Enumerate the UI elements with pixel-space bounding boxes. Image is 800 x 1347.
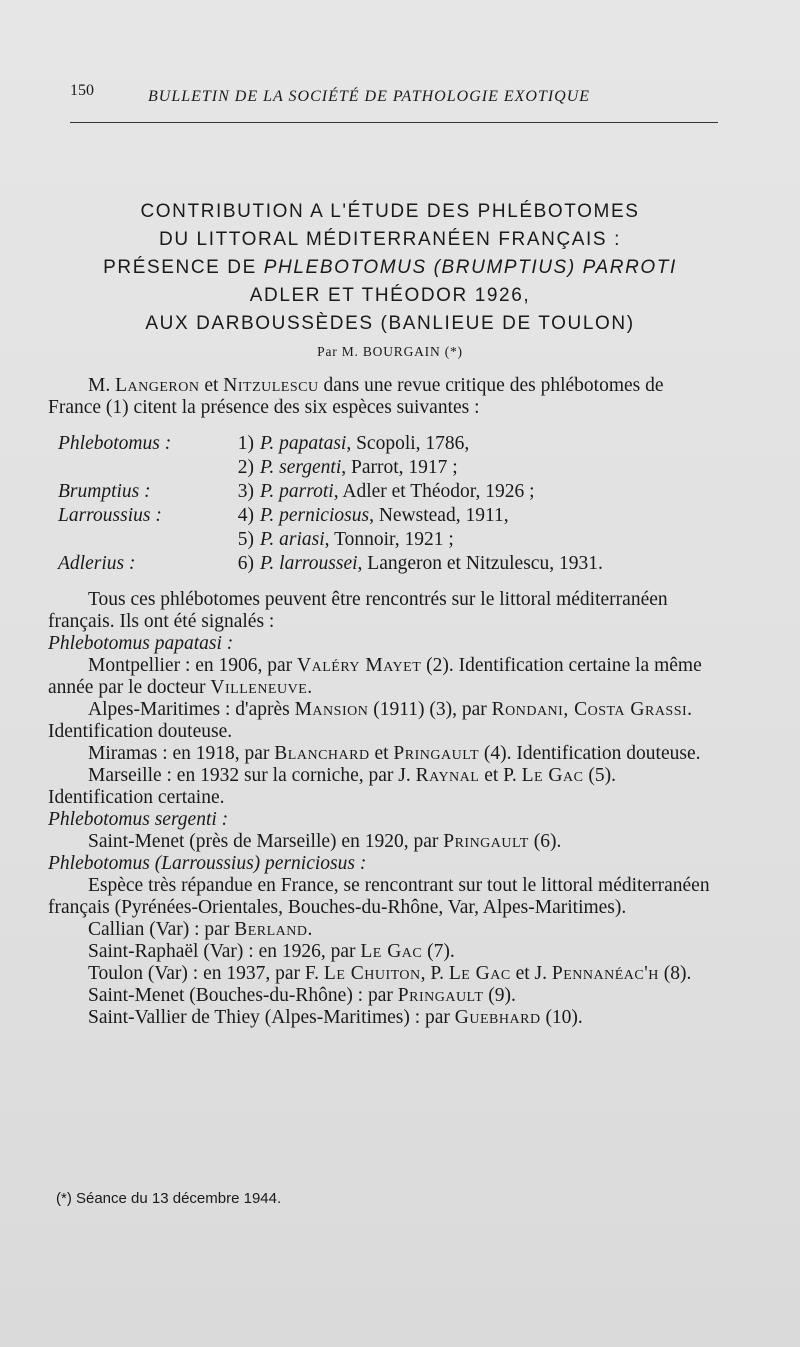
title-line-2: DU LITTORAL MÉDITERRANÉEN FRANÇAIS : <box>159 229 621 250</box>
text: (7). <box>422 941 455 962</box>
species-authority: , Newstead, 1911, <box>369 505 509 526</box>
text: . <box>307 677 313 698</box>
text: Saint-Raphaël (Var) : en 1926, par <box>88 941 361 962</box>
page-header <box>70 82 718 128</box>
text: Saint-Vallier de Thiey (Alpes-Maritimes) : par <box>88 1007 455 1028</box>
article-title <box>60 198 720 360</box>
title-line-4: ADLER ET THÉODOR 1926, <box>249 285 531 306</box>
author-name: Blanchard <box>274 743 370 764</box>
heading-perniciosus: Phlebotomus (Larroussius) perniciosus : <box>48 853 367 874</box>
text: , P. <box>420 963 449 984</box>
text: Miramas : en 1918, par <box>88 743 275 764</box>
author-name: Pringault <box>443 831 529 852</box>
text: . <box>307 919 313 940</box>
species-name: P. papatasi <box>260 433 347 454</box>
text: . Identification douteuse. <box>48 699 693 742</box>
author-name: Raynal <box>415 765 480 786</box>
species-row <box>48 505 713 529</box>
species-entry <box>260 481 535 503</box>
author-name: Mansion <box>294 699 369 720</box>
author-name: Le Gac <box>448 963 511 984</box>
species-name: P. sergenti <box>260 457 342 478</box>
author-name: Pringault <box>397 985 484 1006</box>
species-number: 2) <box>237 457 254 478</box>
species-number: 5) <box>237 529 254 550</box>
species-number: 3) <box>237 481 254 502</box>
author-name: Le Gac <box>360 941 423 962</box>
species-number: 1) <box>237 433 254 454</box>
record-saint-menet <box>48 831 713 853</box>
author-name: Valéry Mayet <box>297 655 422 676</box>
text: Alpes-Maritimes : d'après <box>88 699 295 720</box>
text: M. <box>88 375 116 396</box>
text: et P. <box>479 765 522 786</box>
species-list <box>48 433 713 577</box>
species-name: P. parroti <box>260 481 334 502</box>
species-genus: Phlebotomus : <box>58 433 172 454</box>
text: (8). <box>658 963 692 984</box>
species-genus: Brumptius : <box>58 481 151 502</box>
species-row <box>48 433 713 457</box>
heading-sergenti: Phlebotomus sergenti : <box>48 809 229 830</box>
title-line-3-prefix: PRÉSENCE DE <box>103 257 264 278</box>
paragraph-signaled: Tous ces phlébotomes peuvent être rencontrés sur le littoral méditerranéen français. Ils ont été signalés : <box>48 589 668 632</box>
author-name: Pennanéac'h <box>551 963 659 984</box>
text: dans une revue critique des phlébotomes de France (1) citent la présence des six espèces suivantes : <box>48 375 664 418</box>
species-name: P. larroussei <box>260 553 358 574</box>
species-row <box>48 457 713 481</box>
text: Toulon (Var) : en 1937, par F. <box>88 963 324 984</box>
text: Marseille : en 1932 sur la corniche, par J. <box>88 765 416 786</box>
species-entry <box>260 553 603 575</box>
author-name: Le Gac <box>521 765 584 786</box>
species-row <box>48 553 713 577</box>
species-entry <box>260 433 469 455</box>
species-row <box>48 481 713 505</box>
text: Montpellier : en 1906, par <box>88 655 298 676</box>
byline: Par M. BOURGAIN (*) <box>317 344 463 359</box>
title-species-name: PHLEBOTOMUS (BRUMPTIUS) PARROTI <box>263 257 677 278</box>
record-callian <box>48 919 713 941</box>
text: (2). Identification certaine la même année par le docteur <box>48 655 702 698</box>
species-authority: , Parrot, 1917 ; <box>341 457 458 478</box>
title-line-3 <box>60 254 720 282</box>
author-name: Villeneuve <box>210 677 308 698</box>
text: (10). <box>540 1007 583 1028</box>
author-name: Guebhard <box>454 1007 541 1028</box>
text: (6). <box>528 831 562 852</box>
text: (5). Identification certaine. <box>48 765 616 808</box>
header-rule <box>70 122 718 123</box>
species-number: 6) <box>237 553 254 574</box>
text: et J. <box>510 963 552 984</box>
author-name: Nitzulescu <box>223 375 319 396</box>
record-miramas <box>48 743 713 765</box>
species-authority: , Adler et Théodor, 1926 ; <box>333 481 535 502</box>
text: Saint-Menet (Bouches-du-Rhône) : par <box>88 985 398 1006</box>
author-name: Le Chuiton <box>323 963 421 984</box>
heading-papatasi: Phlebotomus papatasi : <box>48 633 234 654</box>
author-name: Pringault <box>393 743 480 764</box>
author-name: Langeron <box>115 375 200 396</box>
paragraph-distribution: Espèce très répandue en France, se rencontrant sur tout le littoral méditerranéen français (Pyrénées-Orientales, Bouches-du-Rhône, Var, Alpes-Maritimes). <box>48 875 710 918</box>
footnote: (*) Séance du 13 décembre 1944. <box>56 1190 282 1207</box>
record-saint-menet-2 <box>48 985 713 1007</box>
text: Callian (Var) : par <box>88 919 235 940</box>
record-marseille <box>48 765 713 809</box>
author-name: Rondani, Costa Grassi <box>491 699 688 720</box>
record-saint-raphael <box>48 941 713 963</box>
species-entry <box>260 529 454 551</box>
intro-paragraph <box>48 375 713 419</box>
species-genus: Adlerius : <box>58 553 136 574</box>
species-authority: , Langeron et Nitzulescu, 1931. <box>357 553 603 574</box>
record-saint-vallier <box>48 1007 713 1029</box>
record-montpellier <box>48 655 713 699</box>
record-alpes-maritimes <box>48 699 713 743</box>
species-row <box>48 529 713 553</box>
species-entry <box>260 457 458 479</box>
running-head: BULLETIN DE LA SOCIÉTÉ DE PATHOLOGIE EXOTIQUE <box>148 88 591 105</box>
article-body <box>48 375 713 1029</box>
author-name: Berland <box>234 919 308 940</box>
species-number: 4) <box>237 505 254 526</box>
text: et <box>199 375 224 396</box>
species-name: P. perniciosus <box>260 505 370 526</box>
page-number: 150 <box>70 82 94 99</box>
text: (4). Identification douteuse. <box>479 743 701 764</box>
species-genus: Larroussius : <box>58 505 162 526</box>
text: et <box>369 743 394 764</box>
text: Saint-Menet (près de Marseille) en 1920, par <box>88 831 444 852</box>
title-line-1: CONTRIBUTION A L'ÉTUDE DES PHLÉBOTOMES <box>140 201 640 222</box>
species-authority: , Tonnoir, 1921 ; <box>324 529 454 550</box>
text: (9). <box>483 985 516 1006</box>
species-entry <box>260 505 509 527</box>
text: (1911) (3), par <box>368 699 492 720</box>
record-toulon <box>48 963 713 985</box>
species-name: P. ariasi <box>260 529 325 550</box>
title-line-5: AUX DARBOUSSÈDES (BANLIEUE DE TOULON) <box>145 313 635 334</box>
species-authority: , Scopoli, 1786, <box>346 433 470 454</box>
